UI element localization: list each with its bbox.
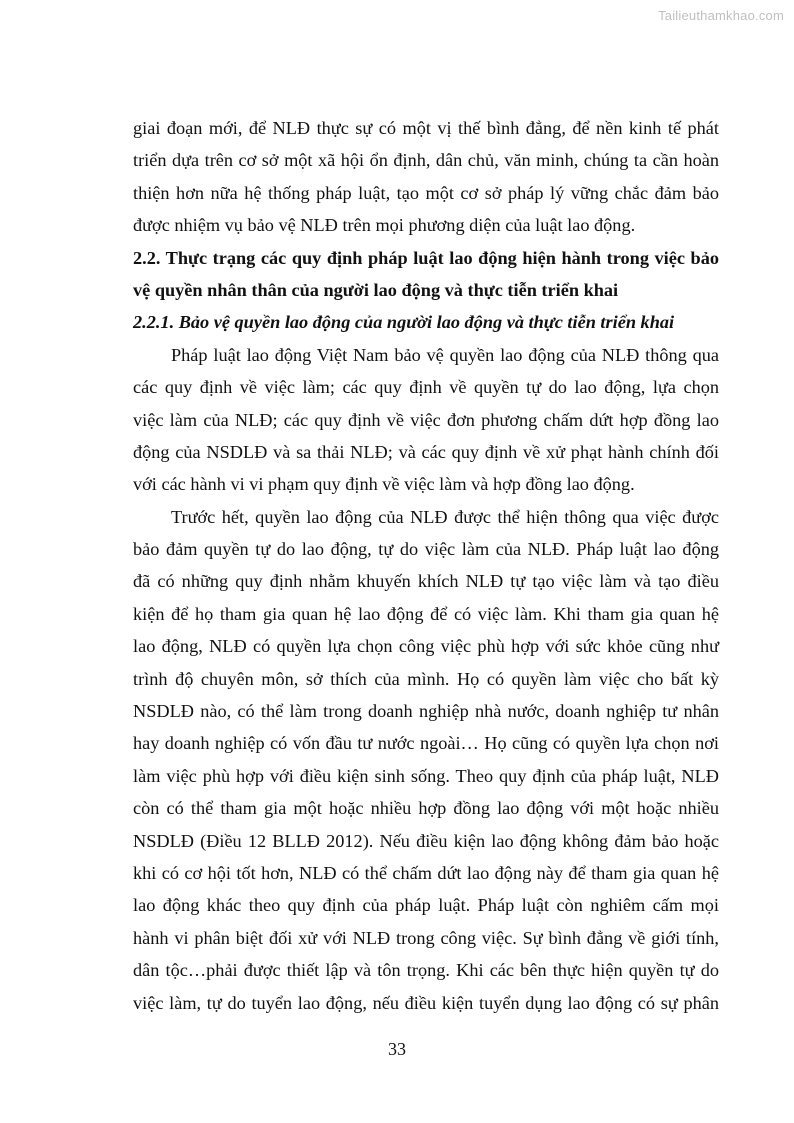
body-text-line: NSDLĐ (Điều 12 BLLĐ 2012). Nếu điều kiện lao động không đảm bảo hoặc	[133, 830, 719, 851]
body-text-line: việc làm, tự do tuyển lao động, nếu điều kiện tuyển dụng lao động có sự phân	[133, 992, 719, 1013]
body-text-line: trình độ chuyên môn, sở thích của mình. Họ có quyền làm việc cho bất kỳ	[133, 668, 719, 689]
body-text-line: còn có thể tham gia một hoặc nhiều hợp đồng lao động với một hoặc nhiều	[133, 798, 719, 819]
page-number: 33	[388, 1039, 406, 1059]
page-content	[133, 112, 719, 1019]
body-text-line: các quy định về việc làm; các quy định về quyền tự do lao động, lựa chọn	[133, 377, 719, 398]
section-heading: vệ quyền nhân thân của người lao động và thực tiễn triển khai	[133, 279, 619, 300]
body-text-line: làm việc phù hợp với điều kiện sinh sống. Theo quy định của pháp luật, NLĐ	[133, 765, 719, 786]
body-text-line: kiện để họ tham gia quan hệ lao động để có việc làm. Khi tham gia quan hệ	[133, 603, 719, 624]
body-text-line: với các hành vi vi phạm quy định về việc làm và hợp đồng lao động.	[133, 474, 635, 495]
body-text-line: hành vi phân biệt đối xử với NLĐ trong công việc. Sự bình đẳng về giới tính,	[133, 927, 719, 948]
body-text-line: triển dựa trên cơ sở một xã hội ổn định, dân chủ, văn minh, chúng ta cần hoàn	[133, 150, 719, 171]
watermark: Tailieuthamkhao.com	[658, 8, 784, 23]
body-text-line: NSDLĐ nào, có thể làm trong doanh nghiệp nhà nước, doanh nghiệp tư nhân	[133, 701, 719, 722]
body-text-line: lao động, NLĐ có quyền lựa chọn công việc phù hợp với sức khỏe cũng như	[133, 636, 719, 657]
section-heading: 2.2. Thực trạng các quy định pháp luật lao động hiện hành trong việc bảo	[133, 247, 719, 268]
body-text-line: việc làm của NLĐ; các quy định về việc đơn phương chấm dứt hợp đồng lao	[133, 409, 719, 430]
body-text-line: đã có những quy định nhằm khuyến khích NLĐ tự tạo việc làm và tạo điều	[133, 571, 719, 592]
body-text-line: Pháp luật lao động Việt Nam bảo vệ quyền lao động của NLĐ thông qua	[171, 344, 719, 365]
body-text-line: hay doanh nghiệp có vốn đầu tư nước ngoài… Họ cũng có quyền lựa chọn nơi	[133, 733, 719, 754]
body-text-line: lao động khác theo quy định của pháp luật. Pháp luật còn nghiêm cấm mọi	[133, 895, 719, 916]
body-text-line: Trước hết, quyền lao động của NLĐ được thể hiện thông qua việc được	[171, 506, 719, 527]
body-text-line: được nhiệm vụ bảo vệ NLĐ trên mọi phương diện của luật lao động.	[133, 215, 636, 236]
subsection-heading: 2.2.1. Bảo vệ quyền lao động của người lao động và thực tiễn triển khai	[133, 312, 675, 333]
body-text-line: thiện hơn nữa hệ thống pháp luật, tạo một cơ sở pháp lý vững chắc đảm bảo	[133, 182, 719, 203]
body-text-line: khi có cơ hội tốt hơn, NLĐ có thể chấm dứt lao động này để tham gia quan hệ	[133, 862, 719, 883]
body-text-line: động của NSDLĐ và sa thải NLĐ; và các quy định về xử phạt hành chính đối	[133, 441, 719, 462]
body-text-line: giai đoạn mới, để NLĐ thực sự có một vị thế bình đẳng, để nền kinh tế phát	[133, 118, 719, 138]
body-text-line: dân tộc…phải được thiết lập và tôn trọng. Khi các bên thực hiện quyền tự do	[133, 960, 719, 981]
body-text-line: bảo đảm quyền tự do lao động, tự do việc làm của NLĐ. Pháp luật lao động	[133, 539, 719, 560]
